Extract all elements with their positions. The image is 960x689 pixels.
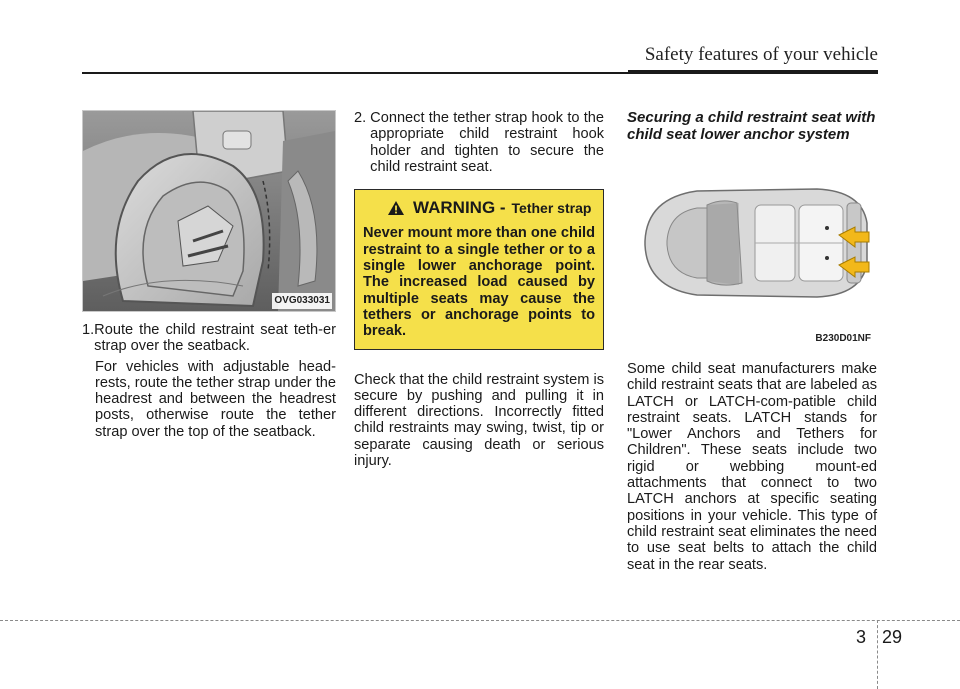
step-number: 2.: [354, 110, 367, 126]
footer-rule: [0, 620, 960, 621]
column-2: [354, 110, 604, 469]
column-1: [82, 110, 336, 440]
step-1-note: For vehicles with adjustable head-rests, route the tether strap under the headrest and between the headrest posts, otherwise route the tether strap over the top of the seatback.: [95, 358, 336, 440]
step-number: 1.: [82, 322, 95, 338]
warning-subtitle: Tether strap: [511, 200, 592, 217]
header-rule-accent: [628, 70, 878, 73]
warning-body: Never mount more than one child restraint to a single tether or to a single lower anchorage point. The increased load caused by multiple seats may cause the tethers or anchorage points to break.: [363, 225, 595, 340]
header-title: Safety features of your vehicle: [644, 44, 878, 65]
child-seat-figure: [82, 110, 336, 312]
car-top-view-illustration: [627, 153, 875, 349]
figure-code: OVG033031: [272, 293, 332, 309]
section-heading: Securing a child restraint seat with child seat lower anchor system: [627, 109, 876, 143]
warning-header: [387, 200, 595, 216]
step-text: Connect the tether strap hook to the appropriate child restraint hook holder and tighten to secure the child restraint seat.: [370, 110, 604, 175]
step-text: Route the child restraint seat teth-er strap over the seatback.: [94, 322, 336, 355]
car-top-view-figure: [627, 153, 875, 349]
warning-title: WARNING -: [413, 198, 506, 218]
chapter-number: 3: [856, 627, 867, 647]
step-2: [354, 110, 604, 175]
column-3: [627, 110, 877, 573]
footer-divider: [877, 620, 878, 689]
warning-box: [354, 189, 604, 349]
step-1: [82, 322, 336, 355]
check-paragraph: Check that the child restraint system is secure by pushing and pulling it in different directions. Incorrectly fitted child restraints may swing, twist, tip or separate causing death or serious injury.: [354, 371, 604, 470]
figure-code: B230D01NF: [813, 331, 873, 347]
page-number: 29: [882, 627, 903, 647]
warning-triangle-icon: [387, 200, 405, 216]
child-seat-illustration: [83, 111, 335, 311]
latch-paragraph: Some child seat manufacturers make child restraint seats that are labeled as LATCH or LATCH-com-patible child restraint seats. LATCH stands for "Lower Anchors and Tethers for Children". These seats include two rigid or webbing mount-ed attachments that connect to two LATCH anchors at specific seating positions in your vehicle. This type of child restraint seat eliminates the need to use seat belts to attach the child seat in the rear seats.: [627, 361, 877, 573]
